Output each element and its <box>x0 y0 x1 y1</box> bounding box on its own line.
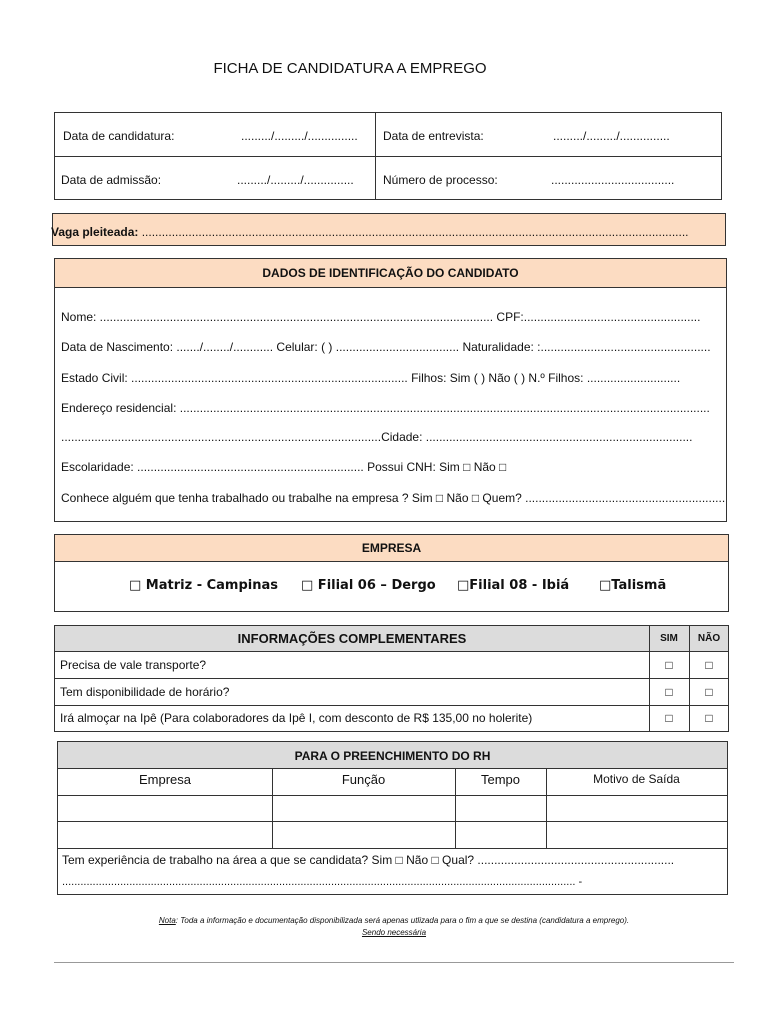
nota-prefix: Nota <box>158 916 176 925</box>
data-entrevista-field[interactable]: ........./........./............... <box>553 129 670 143</box>
footer-divider <box>54 962 734 963</box>
nota-line2: Sendo necessária <box>361 928 427 937</box>
rh-col-tempo: Tempo <box>480 772 521 787</box>
vaga-label: Vaga pleiteada: <box>51 225 139 239</box>
vale-transporte-question: Precisa de vale transporte? <box>60 658 207 672</box>
rh-empty-row-1[interactable] <box>58 796 727 821</box>
conhece-alguem-line[interactable]: Conhece alguém que tenha trabalhado ou trabalhe na empresa ? Sim □ Não □ Quem? ............................................................ <box>61 491 726 505</box>
almoco-sim-checkbox[interactable]: □ <box>665 711 673 725</box>
data-candidatura-label: Data de candidatura: <box>63 129 175 143</box>
vale-transporte-nao-checkbox[interactable]: □ <box>705 658 713 672</box>
empresa-option-matriz[interactable]: □ Matriz - Campinas <box>129 578 278 593</box>
rh-table <box>57 741 728 895</box>
vaga-field[interactable]: .................................................................................................................................................................... <box>141 225 689 239</box>
almoco-nao-checkbox[interactable]: □ <box>705 711 713 725</box>
data-admissao-label: Data de admissão: <box>61 173 162 187</box>
rh-heading: PARA O PREENCHIMENTO DO RH <box>294 749 491 763</box>
data-admissao-field[interactable]: ........./........./............... <box>237 173 354 187</box>
rh-col-funcao: Função <box>341 772 386 787</box>
empresa-heading: EMPRESA <box>361 541 422 555</box>
vale-transporte-sim-checkbox[interactable]: □ <box>665 658 673 672</box>
data-entrevista-label: Data de entrevista: <box>383 129 484 143</box>
empresa-option-filial-08[interactable]: □Filial 08 - Ibiá <box>457 578 570 593</box>
rh-empty-row-2[interactable] <box>58 822 727 847</box>
page-title: FICHA DE CANDIDATURA A EMPREGO <box>213 60 487 77</box>
rh-dotted-line[interactable]: ........................................................................................................................................................................ - <box>62 876 583 888</box>
vaga-box <box>52 213 726 246</box>
nascimento-celular-line[interactable]: Data de Nascimento: ......./......../............ Celular: ( ) ..................................... Naturalidade: :................................................... <box>61 340 711 354</box>
nome-cpf-line[interactable]: Nome: ...................................................................................................................... CPF:..................................................... <box>61 310 701 324</box>
complementares-table <box>54 625 729 732</box>
experiencia-line[interactable]: Tem experiência de trabalho na área a que se candidata? Sim □ Não □ Qual? ........................................................... <box>62 853 675 867</box>
cidade-line[interactable]: ................................................................................................Cidade: ................................................................................ <box>61 430 693 444</box>
empresa-section <box>54 534 729 612</box>
rh-col-motivo: Motivo de Saída <box>593 772 680 786</box>
numero-processo-label: Número de processo: <box>383 173 498 187</box>
disponibilidade-nao-checkbox[interactable]: □ <box>705 685 713 699</box>
disponibilidade-sim-checkbox[interactable]: □ <box>665 685 673 699</box>
estado-civil-line[interactable]: Estado Civil: ................................................................................... Filhos: Sim ( ) Não ( ) N.º Filhos: ............................ <box>61 371 681 385</box>
sim-header: SIM <box>660 633 678 644</box>
escolaridade-cnh-line[interactable]: Escolaridade: .................................................................... Possui CNH: Sim □ Não □ <box>61 460 507 474</box>
almoco-question: Irá almoçar na Ipê (Para colaboradores da Ipê I, com desconto de R$ 135,00 no holerite) <box>60 711 533 725</box>
disponibilidade-question: Tem disponibilidade de horário? <box>60 685 230 699</box>
header-box <box>54 112 722 200</box>
identificacao-section <box>54 258 727 522</box>
empresa-option-talisma[interactable]: □Talismã <box>599 578 667 593</box>
data-candidatura-field[interactable]: ........./........./............... <box>241 129 358 143</box>
endereco-line[interactable]: Endereço residencial: ............................................................................................................................................................... <box>61 401 710 415</box>
complementares-heading: INFORMAÇÕES COMPLEMENTARES <box>237 631 467 646</box>
rh-col-empresa: Empresa <box>138 772 192 787</box>
nota-text <box>60 916 728 925</box>
identificacao-heading: DADOS DE IDENTIFICAÇÃO DO CANDIDATO <box>262 266 519 280</box>
nao-header: NÃO <box>697 633 721 644</box>
empresa-option-filial-06[interactable]: □ Filial 06 – Dergo <box>301 578 436 593</box>
nota-body: : Toda a informação e documentação disponibilizada será apenas utlizada para o fim a que se destina (candidatura a emprego). <box>175 916 630 925</box>
numero-processo-field[interactable]: ..................................... <box>551 173 675 187</box>
